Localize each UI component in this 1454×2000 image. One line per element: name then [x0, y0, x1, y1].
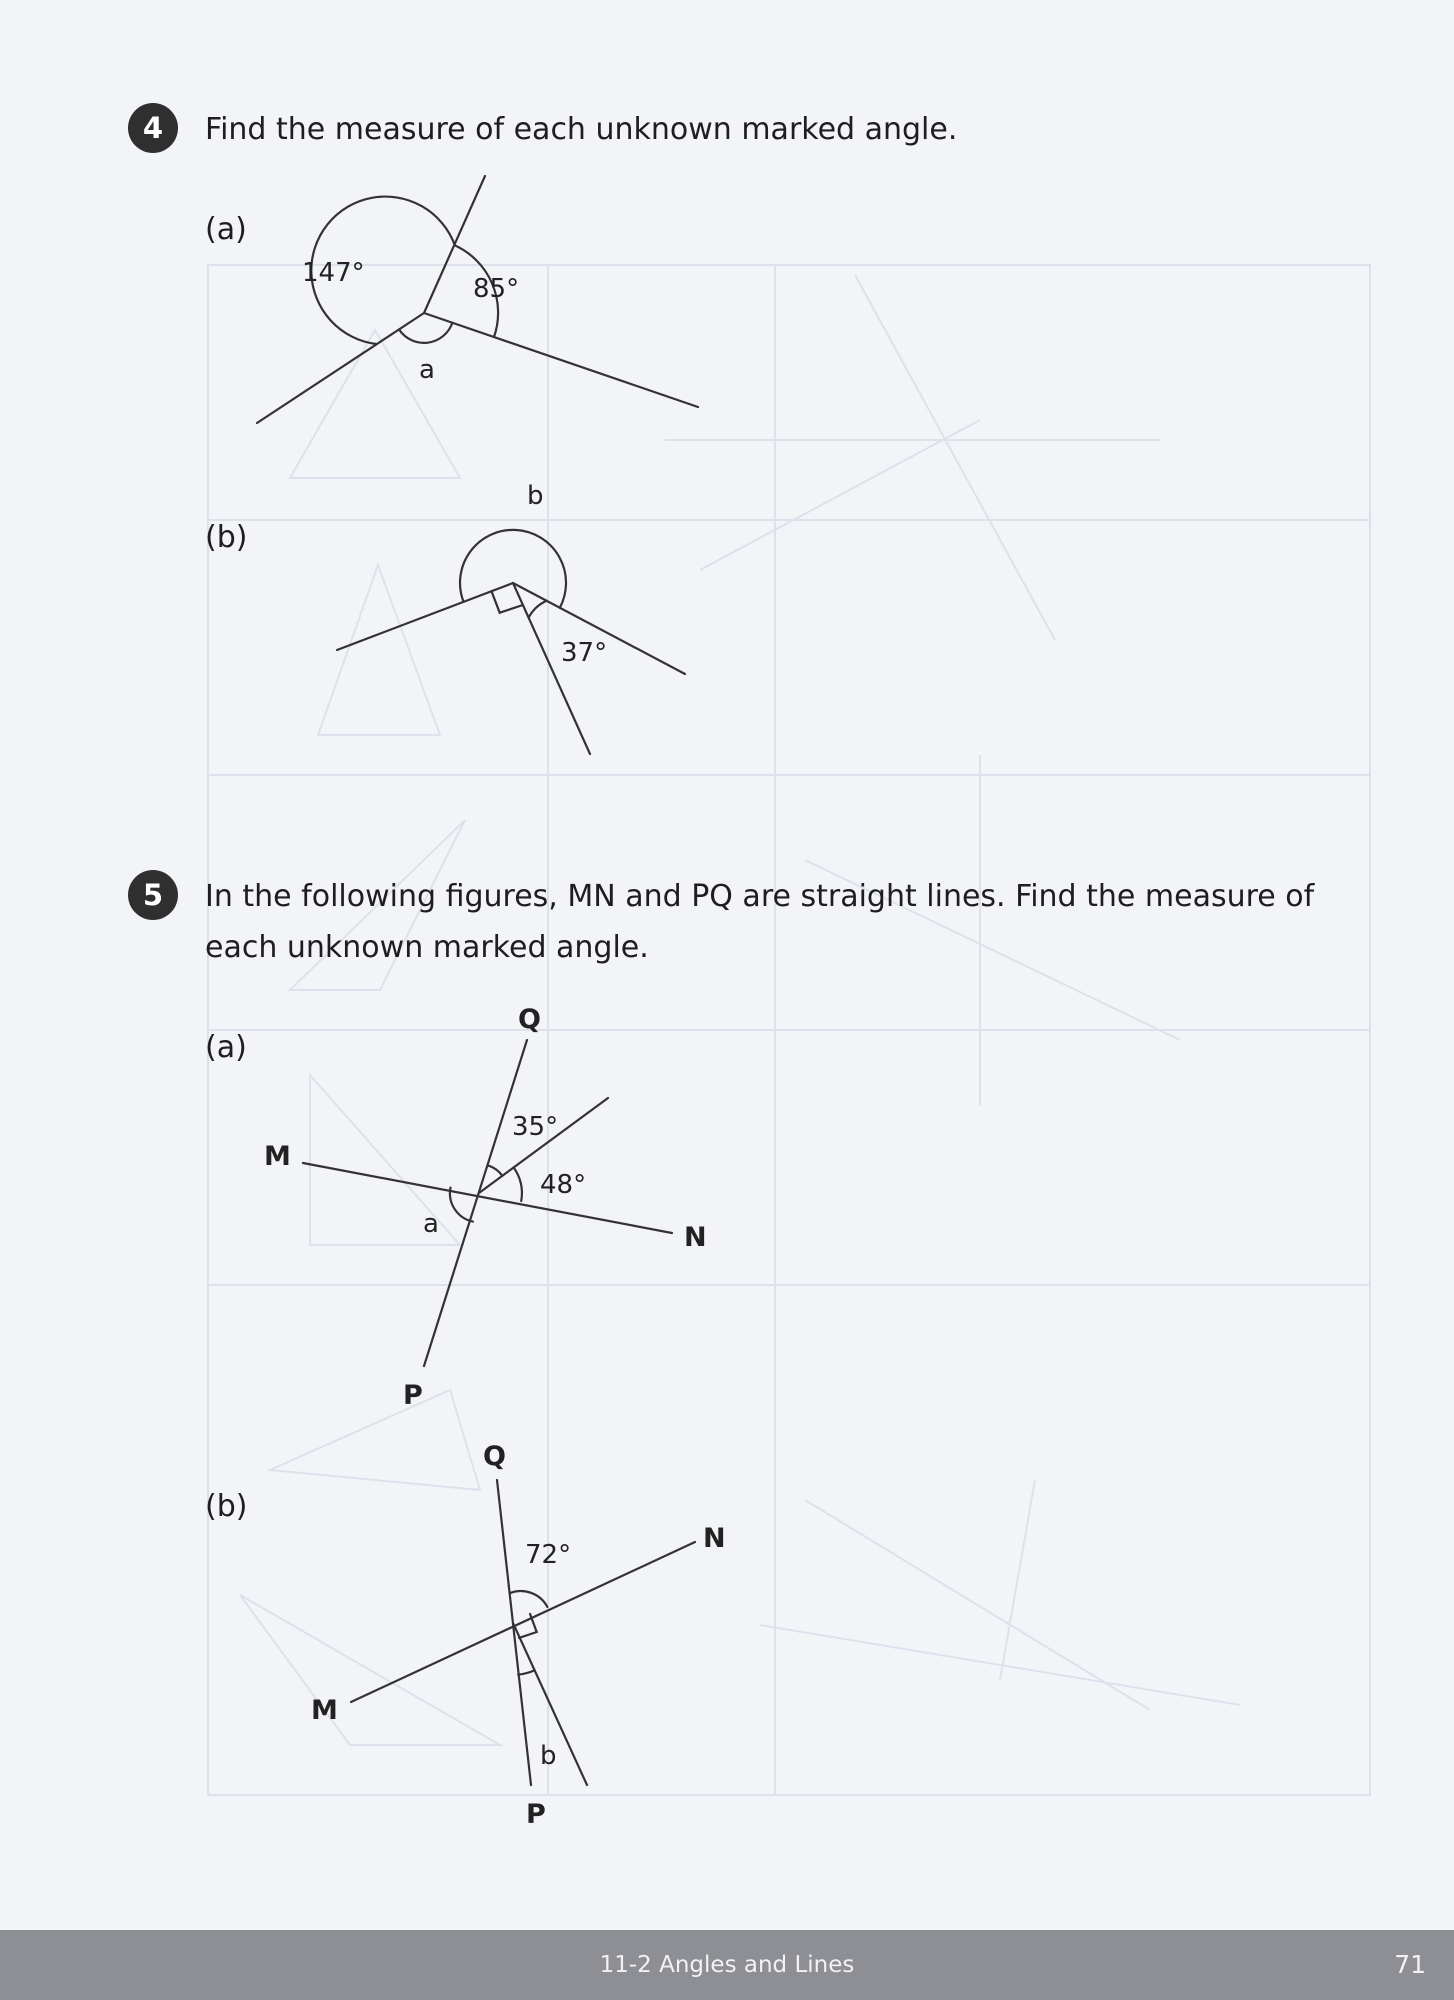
- question-5-badge: 5: [128, 870, 178, 920]
- q5a-figure: [303, 1040, 672, 1366]
- q4a-label-85: 85°: [473, 274, 520, 304]
- q4b-label-37: 37°: [561, 638, 608, 668]
- question-5-text-line-1: In the following figures, MN and PQ are straight lines. Find the measure of: [205, 879, 1315, 914]
- q4-part-a-label: (a): [205, 212, 247, 247]
- q5b-point-Q: Q: [483, 1441, 506, 1472]
- q5-part-a-label: (a): [205, 1030, 247, 1065]
- q4a-angle-a-arc: [399, 323, 452, 343]
- question-4-badge: 4: [128, 103, 178, 153]
- q5b-label-b: b: [540, 1741, 557, 1771]
- page-footer: [0, 1930, 1454, 2000]
- q5b-angle-b-arc: [518, 1670, 534, 1674]
- q4b-label-b: b: [527, 481, 544, 511]
- footer-page-number: 71: [1394, 1950, 1426, 1979]
- q4a-label-a: a: [419, 355, 435, 385]
- q4a-label-147: 147°: [302, 258, 365, 288]
- q5a-label-35: 35°: [512, 1112, 559, 1142]
- q4b-figure: [337, 530, 685, 754]
- footer-section-title: 11-2 Angles and Lines: [599, 1952, 855, 1978]
- question-5-text-line-2: each unknown marked angle.: [205, 930, 649, 965]
- q5a-angle-35-arc: [488, 1165, 503, 1176]
- q4b-angle-37-arc: [529, 601, 547, 618]
- q4-part-b-label: (b): [205, 520, 248, 555]
- q5a-point-N: N: [684, 1222, 707, 1253]
- q5a-angle-48-arc: [514, 1168, 522, 1202]
- q5b-angle-72-arc: [510, 1591, 548, 1607]
- q5a-point-M: M: [264, 1141, 291, 1172]
- q5b-figure: [351, 1480, 695, 1785]
- q5a-label-a: a: [423, 1209, 439, 1239]
- q5b-point-P: P: [526, 1799, 546, 1830]
- q5-part-b-label: (b): [205, 1489, 248, 1524]
- q5b-point-M: M: [311, 1695, 338, 1726]
- q5b-label-72: 72°: [525, 1540, 572, 1570]
- q5a-point-Q: Q: [518, 1004, 541, 1035]
- question-5-text: [205, 871, 1314, 973]
- q5a-point-P: P: [403, 1380, 423, 1411]
- question-4-text: Find the measure of each unknown marked angle.: [205, 112, 958, 147]
- q5b-point-N: N: [703, 1523, 726, 1554]
- q5a-label-48: 48°: [540, 1170, 587, 1200]
